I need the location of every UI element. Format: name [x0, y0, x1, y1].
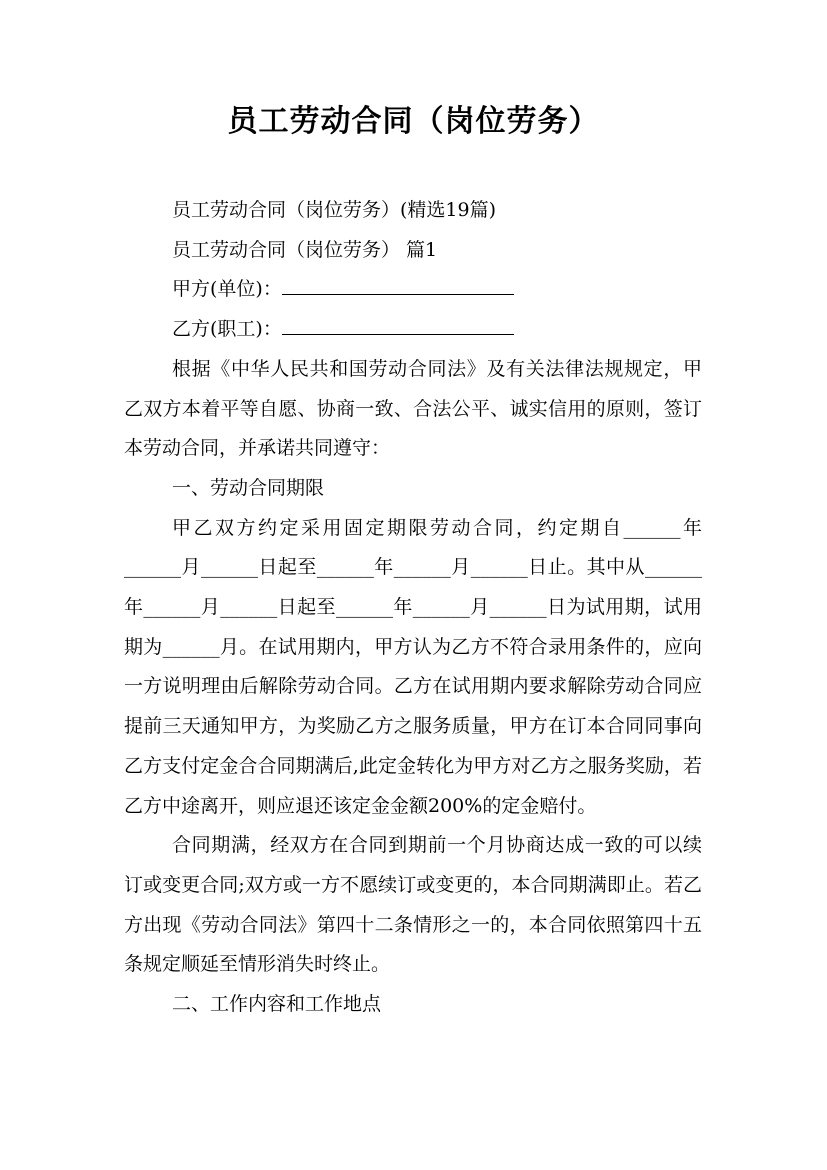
section-1-heading: 一、劳动合同期限 — [172, 476, 325, 499]
document-title: 员工劳动合同（岗位劳务） — [227, 104, 600, 139]
intro-paragraph: 根据《中华人民共和国劳动合同法》及有关法律法规规定，甲乙双方本着平等自愿、协商一致、合法公平、诚实信用的原则，签订本劳动合同，并承诺共同遵守： — [124, 357, 702, 460]
party-a-blank — [282, 274, 514, 295]
party-b-blank — [282, 314, 514, 335]
section-1-paragraph-1: 甲乙双方约定采用固定期限劳动合同，约定期自______年______月______日起至______年______月______日止。其中从______年______月______日起至______年______月______日为试用期，试用期为______月。在试用期内，甲方认为乙方不符合录用条件的，应向一方说明理由后解除劳动合同。乙方在试用期内要求解除劳动合同应提前三天通知甲方，为奖励乙方之服务质量，甲方在订本合同同事向乙方支付定金合合同期满后,此定金转化为甲方对乙方之服务奖励，若乙方中途离开，则应退还该定金金额200%的定金赔付。 — [124, 516, 702, 817]
section-1-paragraph-2: 合同期满，经双方在合同到期前一个月协商达成一致的可以续订或变更合同;双方或一方不愿续订或变更的，本合同期满即止。若乙方出现《劳动合同法》第四十二条情形之一的，本合同依照第四十五条规定顺延至情形消失时终止。 — [124, 834, 702, 976]
document-body — [124, 191, 702, 1025]
party-a-line — [124, 270, 702, 310]
party-a-label: 甲方(单位)： — [172, 278, 282, 301]
section-2-heading: 二、工作内容和工作地点 — [172, 993, 382, 1016]
document-subtitle: 员工劳动合同（岗位劳务）(精选19篇) — [172, 199, 497, 221]
party-b-label: 乙方(职工)： — [172, 318, 282, 341]
party-b-line — [124, 310, 702, 350]
article-heading: 员工劳动合同（岗位劳务） 篇1 — [172, 238, 438, 261]
